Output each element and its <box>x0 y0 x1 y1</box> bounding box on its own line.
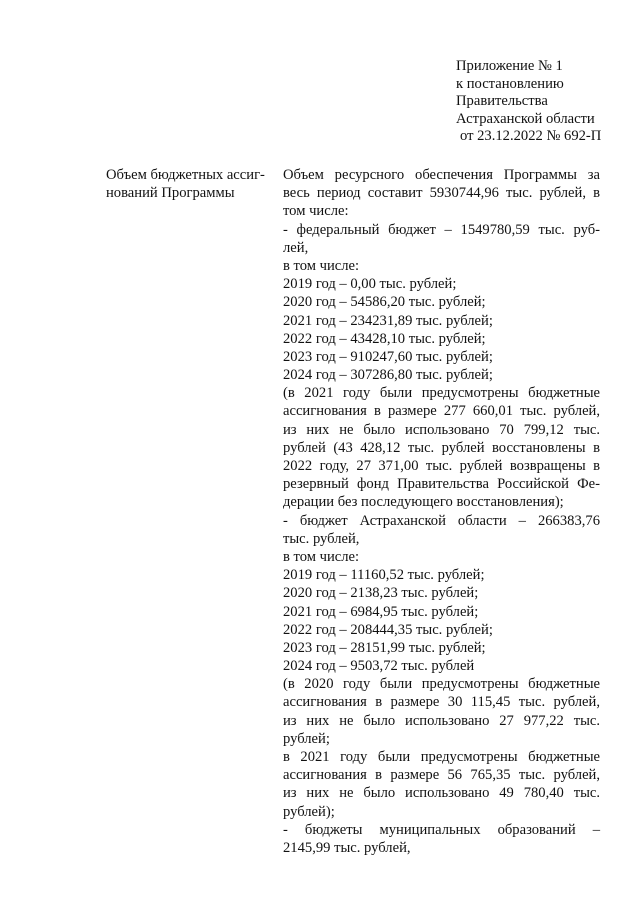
content-line: (в 2020 году были предусмотрены бюджетные <box>283 676 600 693</box>
content-line: рублей); <box>283 803 335 820</box>
content-line: рублей (43 428,12 тыс. рублей восстановлены в <box>283 439 600 456</box>
table-label-line: Объем бюджетных ассиг- <box>106 167 265 183</box>
content-line: Объем ресурсного обеспечения Программы за <box>283 167 600 183</box>
content-line: 2021 год – 6984,95 тыс. рублей; <box>283 603 479 620</box>
content-line: из них не было использовано 70 799,12 тыс. <box>283 421 600 438</box>
content-line: резервный фонд Правительства Российской Фе- <box>283 476 600 493</box>
content-line: тыс. рублей, <box>283 530 360 547</box>
content-line: 2023 год – 28151,99 тыс. рублей; <box>283 639 486 656</box>
appendix-region: Астраханской области <box>456 110 595 127</box>
content-line: дерации без последующего восстановления); <box>283 494 564 511</box>
appendix-number: Приложение № 1 <box>456 58 563 74</box>
content-line: 2019 год – 0,00 тыс. рублей; <box>283 276 457 293</box>
content-line: в том числе: <box>283 257 360 274</box>
content-line: (в 2021 году были предусмотрены бюджетные <box>283 385 600 402</box>
table-label-cell <box>106 166 272 202</box>
content-line: 2023 год – 910247,60 тыс. рублей; <box>283 348 493 365</box>
table-label-line: нований Программы <box>106 185 235 202</box>
content-line: 2019 год – 11160,52 тыс. рублей; <box>283 567 485 584</box>
content-line: в 2021 году были предусмотрены бюджетные <box>283 749 600 765</box>
appendix-date-number: от 23.12.2022 № 692-П <box>460 128 602 145</box>
content-line: 2020 год – 54586,20 тыс. рублей; <box>283 294 486 311</box>
content-line: ассигнования в размере 56 765,35 тыс. рублей, <box>283 767 600 784</box>
table-content-cell <box>283 166 600 857</box>
content-line: 2024 год – 307286,80 тыс. рублей; <box>283 367 493 384</box>
content-line: - федеральный бюджет – 1549780,59 тыс. руб- <box>283 221 600 238</box>
content-line: 2022 год – 43428,10 тыс. рублей; <box>283 330 486 347</box>
content-line: весь период составит 5930744,96 тыс. рублей, в <box>283 185 600 202</box>
content-line: - бюджет Астраханской области – 266383,76 <box>283 512 600 529</box>
content-line: том числе: <box>283 203 349 220</box>
content-line: 2022 год – 208444,35 тыс. рублей; <box>283 621 493 638</box>
content-line: из них не было использовано 27 977,22 тыс. <box>283 712 600 729</box>
content-line: 2021 год – 234231,89 тыс. рублей; <box>283 312 493 329</box>
content-line: 2022 году, 27 371,00 тыс. рублей возвращены в <box>283 458 600 474</box>
content-line: 2145,99 тыс. рублей, <box>283 839 411 856</box>
content-line: ассигнования в размере 277 660,01 тыс. рублей, <box>283 403 600 420</box>
content-line: в том числе: <box>283 548 360 565</box>
content-line: - бюджеты муниципальных образований – <box>283 821 600 838</box>
content-line: лей, <box>283 239 309 256</box>
content-line: из них не было использовано 49 780,40 тыс. <box>283 785 600 802</box>
appendix-header <box>456 58 626 146</box>
content-line: 2024 год – 9503,72 тыс. рублей <box>283 658 475 675</box>
content-line: ассигнования в размере 30 115,45 тыс. рублей, <box>283 694 600 711</box>
appendix-to-resolution: к постановлению <box>456 75 564 92</box>
content-line: рублей; <box>283 730 330 747</box>
appendix-government: Правительства <box>456 93 548 110</box>
content-line: 2020 год – 2138,23 тыс. рублей; <box>283 585 479 602</box>
